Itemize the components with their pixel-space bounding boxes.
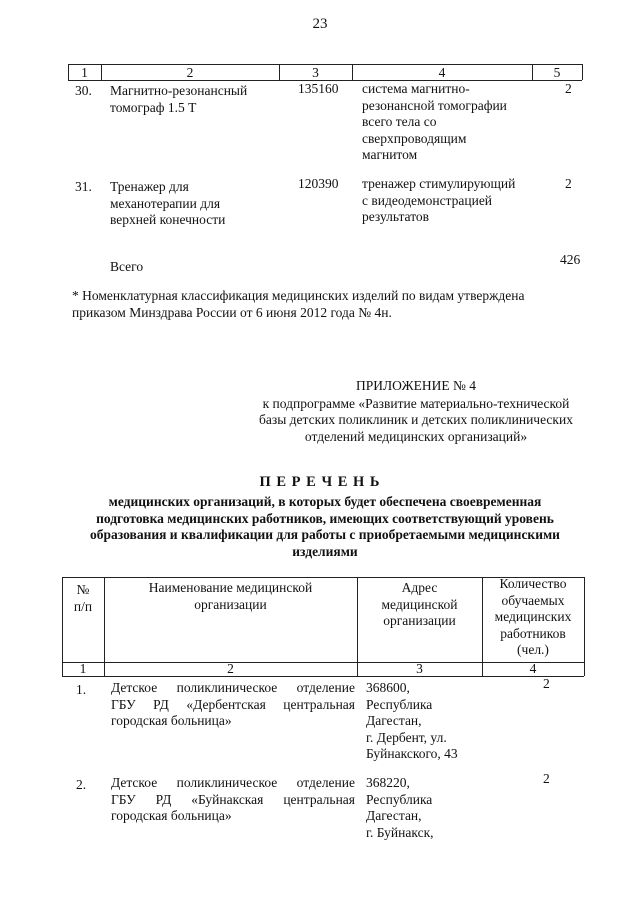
organization-address — [366, 775, 480, 841]
total-label: Всего — [110, 259, 144, 274]
page-number: 23 — [312, 16, 328, 32]
header-trainee-count — [482, 576, 584, 659]
device-name — [110, 179, 280, 229]
description-line: сверхпроводящим — [362, 130, 467, 146]
device-code: 120390 — [298, 176, 339, 191]
address-line: Буйнакского, 43 — [366, 746, 458, 761]
address-line: г. Буйнакск, — [366, 824, 434, 840]
description-line: результатов — [362, 209, 430, 224]
organization-address — [366, 680, 480, 763]
org-name-line: Детское поликлиническое отделение — [111, 680, 355, 695]
header-line: Адрес — [401, 580, 438, 595]
footnote-line: приказом Минздрава России от 6 июня 2012 года № 4н. — [72, 304, 392, 320]
description-line: резонансной томографии — [362, 97, 507, 113]
trainee-count: 2 — [543, 676, 550, 691]
column-number: 3 — [416, 661, 423, 676]
header-line: № — [76, 582, 90, 597]
header-line: организации — [194, 596, 267, 612]
device-code: 135160 — [298, 81, 339, 96]
address-line: Дагестан, — [366, 808, 422, 823]
device-name-line: Тренажер для — [110, 179, 189, 194]
header-line: обучаемых — [501, 592, 565, 608]
header-line: организации — [383, 613, 456, 628]
address-line: Республика — [366, 696, 433, 712]
appendix-line: отделений медицинских организаций» — [304, 428, 528, 444]
description-line: всего тела со — [362, 114, 437, 129]
header-address — [357, 580, 482, 630]
organization-name — [111, 775, 355, 825]
device-name — [110, 83, 280, 116]
org-name-line: городская больница» — [111, 713, 232, 728]
org-name-line: ГБУ РД «Дербентская центральная — [111, 696, 355, 712]
subtitle-line: подготовка медицинских работников, имеющих соответствующий уровень — [96, 510, 554, 526]
subtitle-line: изделиями — [292, 543, 358, 559]
device-name-line: верхней конечности — [110, 212, 226, 227]
subtitle-line: образования и квалификации для работы с приобретаемыми медицинскими — [90, 527, 560, 542]
device-quantity: 2 — [565, 176, 572, 191]
column-number: 2 — [227, 661, 234, 676]
header-org-name — [104, 580, 357, 613]
description-line: тренажер стимулирующий — [362, 176, 516, 191]
list-subtitle — [60, 494, 590, 560]
description-line: система магнитно- — [362, 81, 470, 96]
device-quantity: 2 — [565, 81, 572, 96]
appendix-line: к подпрограмме «Развитие материально-технической — [262, 395, 570, 411]
header-line: медицинских — [494, 609, 572, 624]
subtitle-line: медицинских организаций, в которых будет обеспечена своевременная — [108, 494, 542, 509]
header-line: Наименование медицинской — [148, 580, 313, 595]
device-name-line: Магнитно-резонансный — [110, 83, 248, 98]
org-name-line: Детское поликлиническое отделение — [111, 775, 355, 790]
column-number: 3 — [312, 65, 319, 80]
footnote-line: * Номенклатурная классификация медицинских изделий по видам утверждена — [72, 288, 525, 303]
header-line: работников — [500, 625, 566, 641]
appendix-line: базы детских поликлиник и детских поликлинических — [259, 412, 573, 427]
column-number: 1 — [79, 661, 87, 676]
column-number: 4 — [529, 661, 537, 676]
address-line: 368600, — [366, 680, 410, 695]
row-number: 2. — [76, 777, 87, 792]
row-number: 30. — [75, 83, 92, 98]
device-description — [362, 81, 534, 164]
appendix-title: ПРИЛОЖЕНИЕ № 4 — [355, 378, 477, 393]
address-line: 368220, — [366, 775, 410, 790]
org-name-line: ГБУ РД «Буйнакская центральная — [111, 791, 355, 807]
address-line: Республика — [366, 791, 433, 807]
row-number: 31. — [75, 179, 92, 194]
list-title: П Е Р Е Ч Е Н Ь — [259, 474, 381, 490]
footnote — [72, 288, 592, 321]
address-line: г. Дербент, ул. — [366, 729, 447, 745]
column-number: 5 — [553, 65, 561, 80]
header-line: Количество — [499, 576, 567, 591]
device-name-line: механотерапии для — [110, 195, 221, 211]
row-number: 1. — [76, 682, 87, 697]
column-number: 1 — [81, 65, 88, 80]
column-number: 2 — [186, 65, 194, 80]
header-line: (чел.) — [517, 642, 549, 657]
organization-name — [111, 680, 355, 730]
description-line: с видеодемонстрацией — [362, 192, 493, 208]
column-number: 4 — [438, 65, 446, 80]
appendix-block — [246, 378, 586, 445]
header-line: п/п — [73, 598, 93, 614]
header-number — [62, 582, 104, 615]
trainee-count: 2 — [543, 771, 550, 786]
device-name-line: томограф 1.5 Т — [110, 99, 197, 115]
total-value: 426 — [560, 252, 581, 267]
description-line: магнитом — [362, 147, 418, 162]
device-description — [362, 176, 534, 226]
address-line: Дагестан, — [366, 713, 422, 728]
org-name-line: городская больница» — [111, 808, 232, 823]
header-line: медицинской — [381, 596, 458, 612]
